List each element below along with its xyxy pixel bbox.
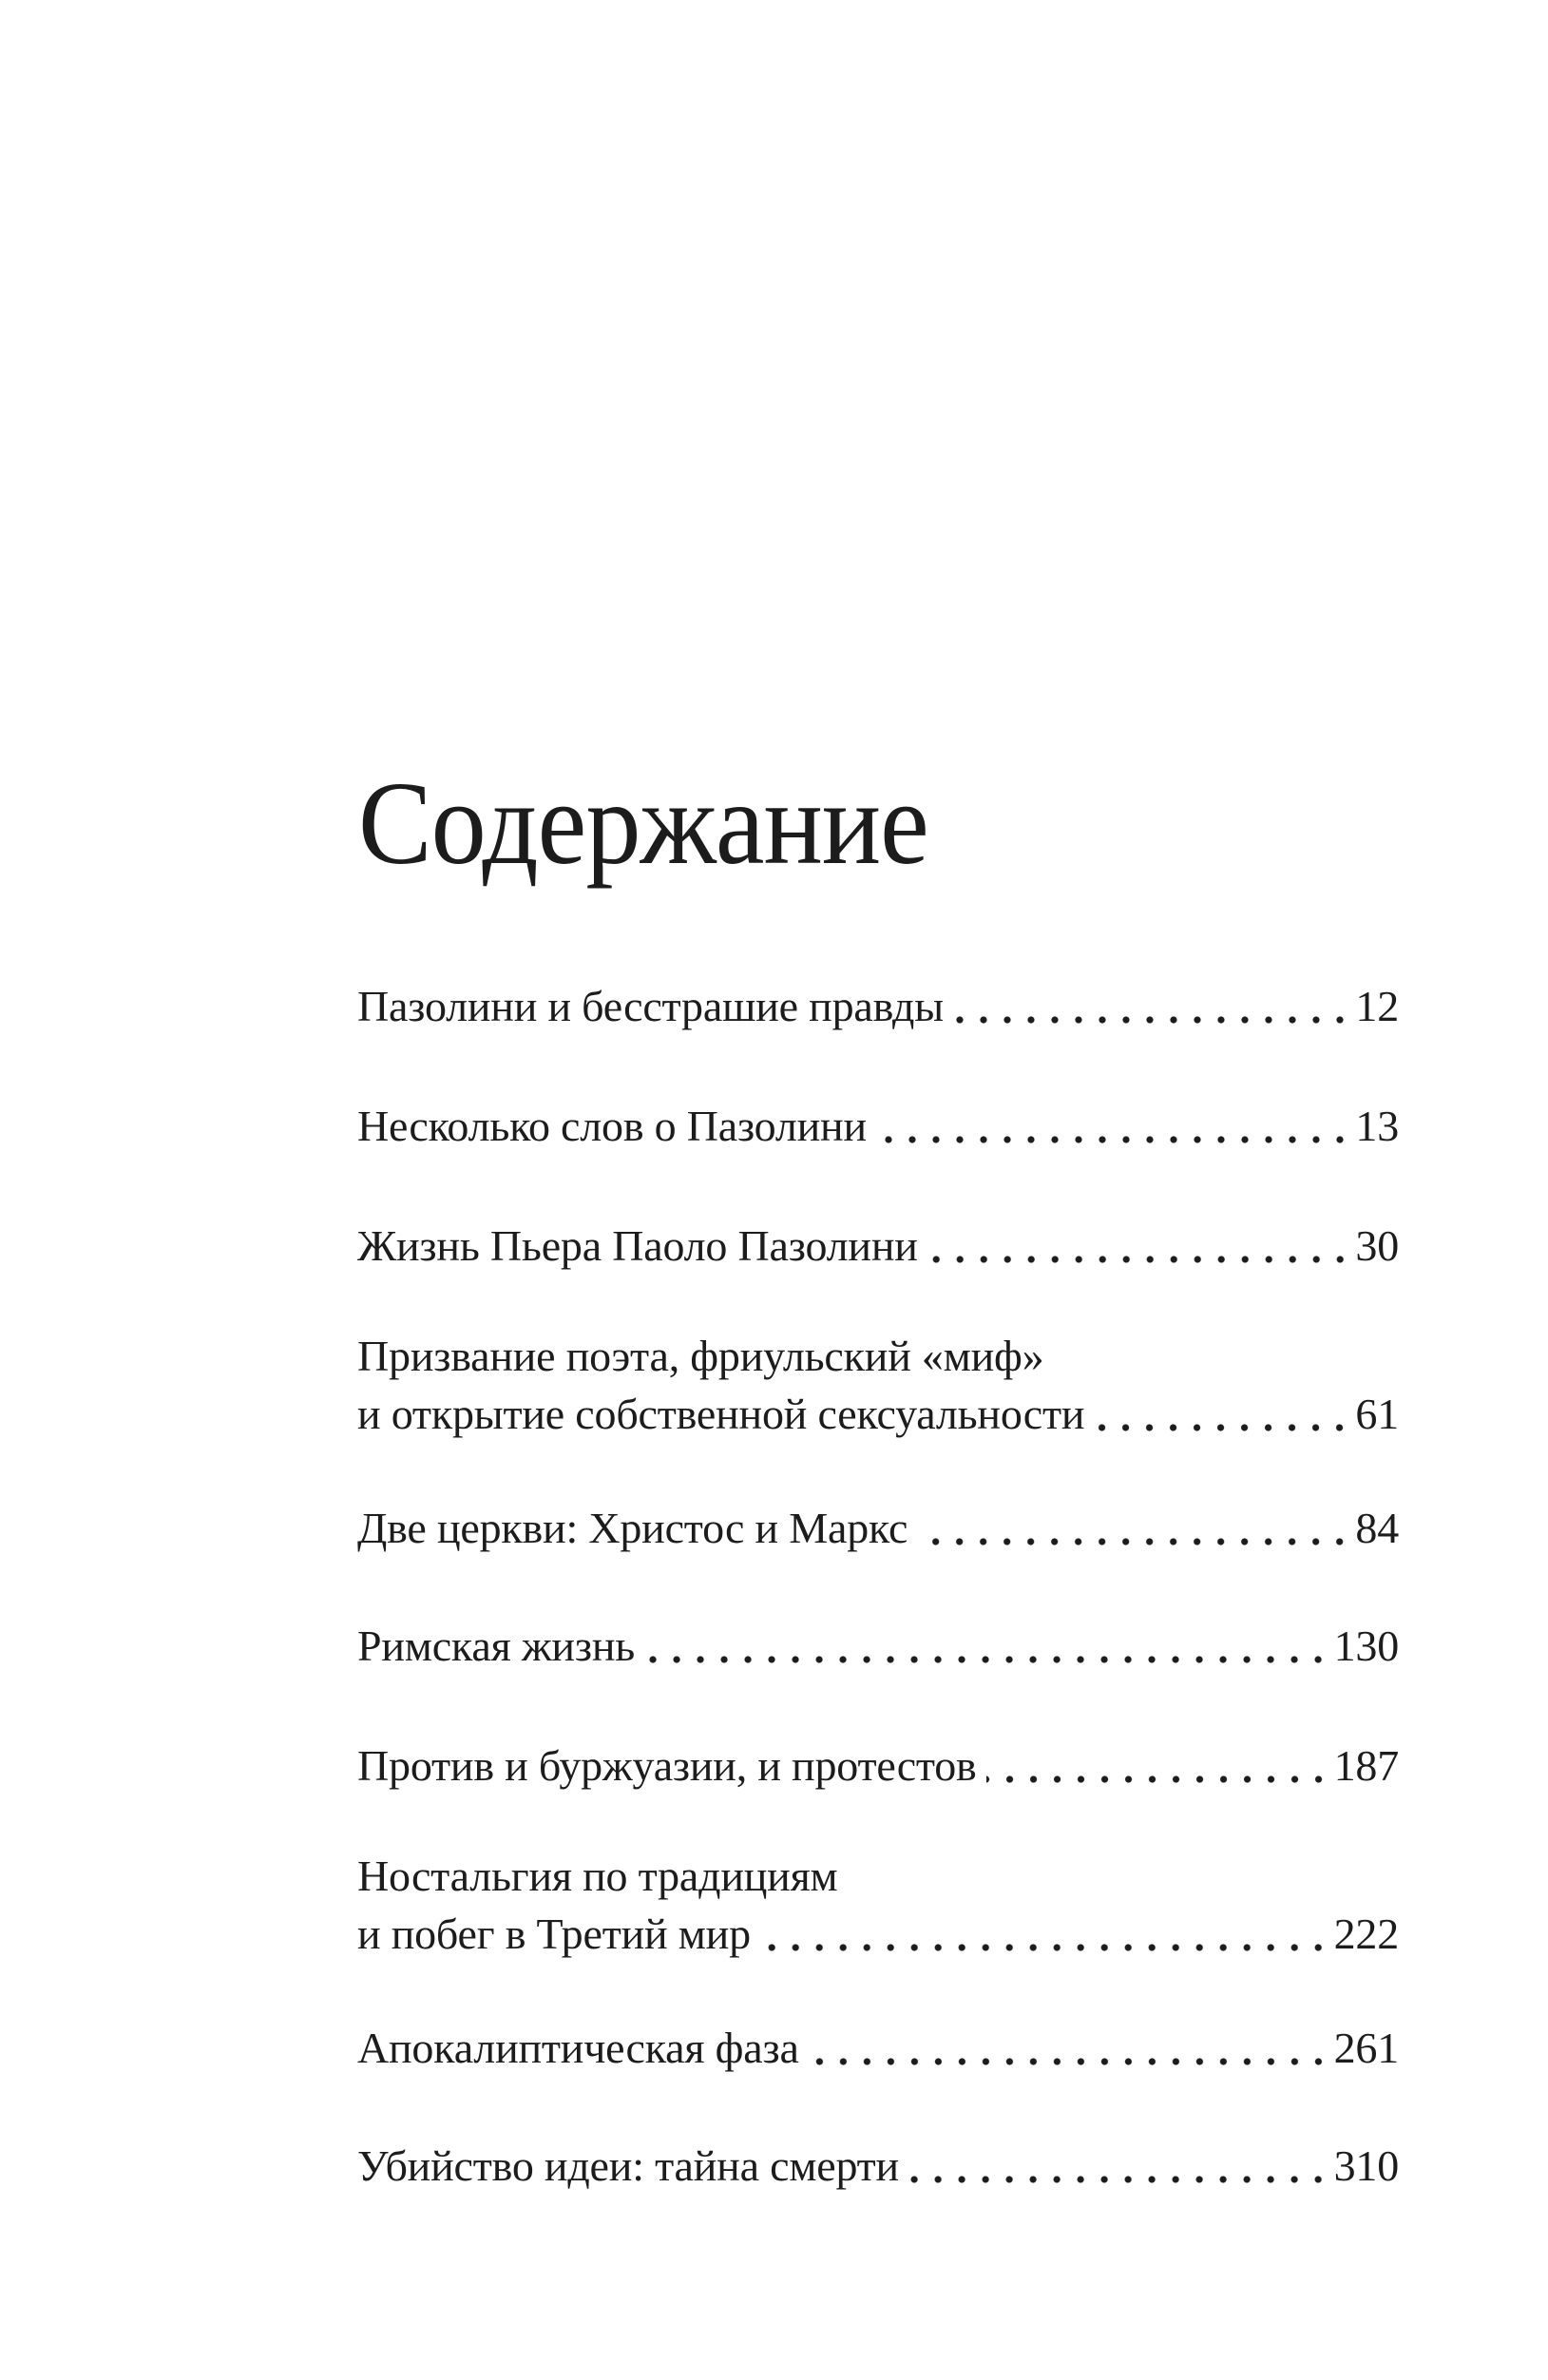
- toc-entry-title: Римская жизнь: [357, 1622, 636, 1670]
- toc-entry: [357, 1327, 1399, 1443]
- dot-leader: [927, 1217, 1356, 1275]
- toc-entry: [357, 1217, 1399, 1275]
- toc-entry-row: [357, 977, 1399, 1035]
- toc-entry: [357, 1617, 1399, 1675]
- toc-entry-title: Несколько слов о Пазолини: [357, 1102, 867, 1150]
- toc-page-number: 61: [1355, 1390, 1399, 1438]
- toc-entry-title: Две церкви: Христос и Маркс: [357, 1504, 908, 1552]
- dot-leader: [876, 1097, 1356, 1155]
- toc-page-number: 84: [1355, 1504, 1399, 1552]
- toc-entry-row: [357, 1905, 1399, 1963]
- toc-entry-title: и открытие собственной сексуальности: [357, 1390, 1085, 1438]
- toc-entry-row: [357, 2019, 1399, 2077]
- toc-entry-title: Убийство идеи: тайна смерти: [357, 2141, 899, 2190]
- toc-entry-row: [357, 1217, 1399, 1275]
- toc-entry-title-line: Призвание поэта, фриульский «миф»: [357, 1332, 1044, 1380]
- toc-entry-title: Жизнь Пьера Паоло Пазолини: [357, 1221, 918, 1270]
- toc-page-number: 12: [1355, 982, 1399, 1030]
- page-title: [358, 758, 971, 890]
- dot-leader: [644, 1617, 1334, 1675]
- toc-entry: [357, 1097, 1399, 1155]
- toc-entry: [357, 2137, 1399, 2195]
- toc-entry: [357, 1847, 1399, 1963]
- toc-entry-row: [357, 2137, 1399, 2195]
- toc-page-number: 310: [1333, 2141, 1399, 2190]
- toc-page-number: 187: [1333, 1741, 1399, 1790]
- toc-entry-row: [357, 1617, 1399, 1675]
- toc-list: [357, 977, 1399, 2195]
- dot-leader: [953, 977, 1355, 1035]
- toc-page-number: 261: [1333, 2024, 1399, 2072]
- toc-entry-row: [357, 1385, 1399, 1443]
- toc-entry-row: [357, 1097, 1399, 1155]
- toc-entry: [357, 1499, 1399, 1557]
- toc-page-number: 13: [1355, 1102, 1399, 1150]
- dot-leader: [809, 2019, 1334, 2077]
- toc-page-number: 130: [1333, 1622, 1399, 1670]
- toc-entry: [357, 2019, 1399, 2077]
- dot-leader: [908, 2137, 1334, 2195]
- toc-page-number: 222: [1333, 1910, 1399, 1958]
- toc-page-number: 30: [1355, 1221, 1399, 1270]
- toc-entry-title: Апокалиптическая фаза: [357, 2024, 799, 2072]
- toc-entry-title-line: Ностальгия по традициям: [357, 1852, 838, 1900]
- toc-entry-row: [357, 1499, 1399, 1557]
- toc-entry: [357, 977, 1399, 1035]
- toc-entry-title: Против и буржуазии, и протестов: [357, 1741, 977, 1790]
- toc-entry-title: и побег в Третий мир: [357, 1910, 751, 1958]
- toc-entry: [357, 1737, 1399, 1795]
- dot-leader: [986, 1737, 1334, 1795]
- dot-leader: [1094, 1385, 1355, 1443]
- page-title-text: Содержание: [358, 758, 928, 890]
- toc-entry-row: [357, 1737, 1399, 1795]
- dot-leader: [917, 1499, 1355, 1557]
- toc-entry-title: Пазолини и бесстрашие правды: [357, 982, 944, 1030]
- dot-leader: [760, 1905, 1334, 1963]
